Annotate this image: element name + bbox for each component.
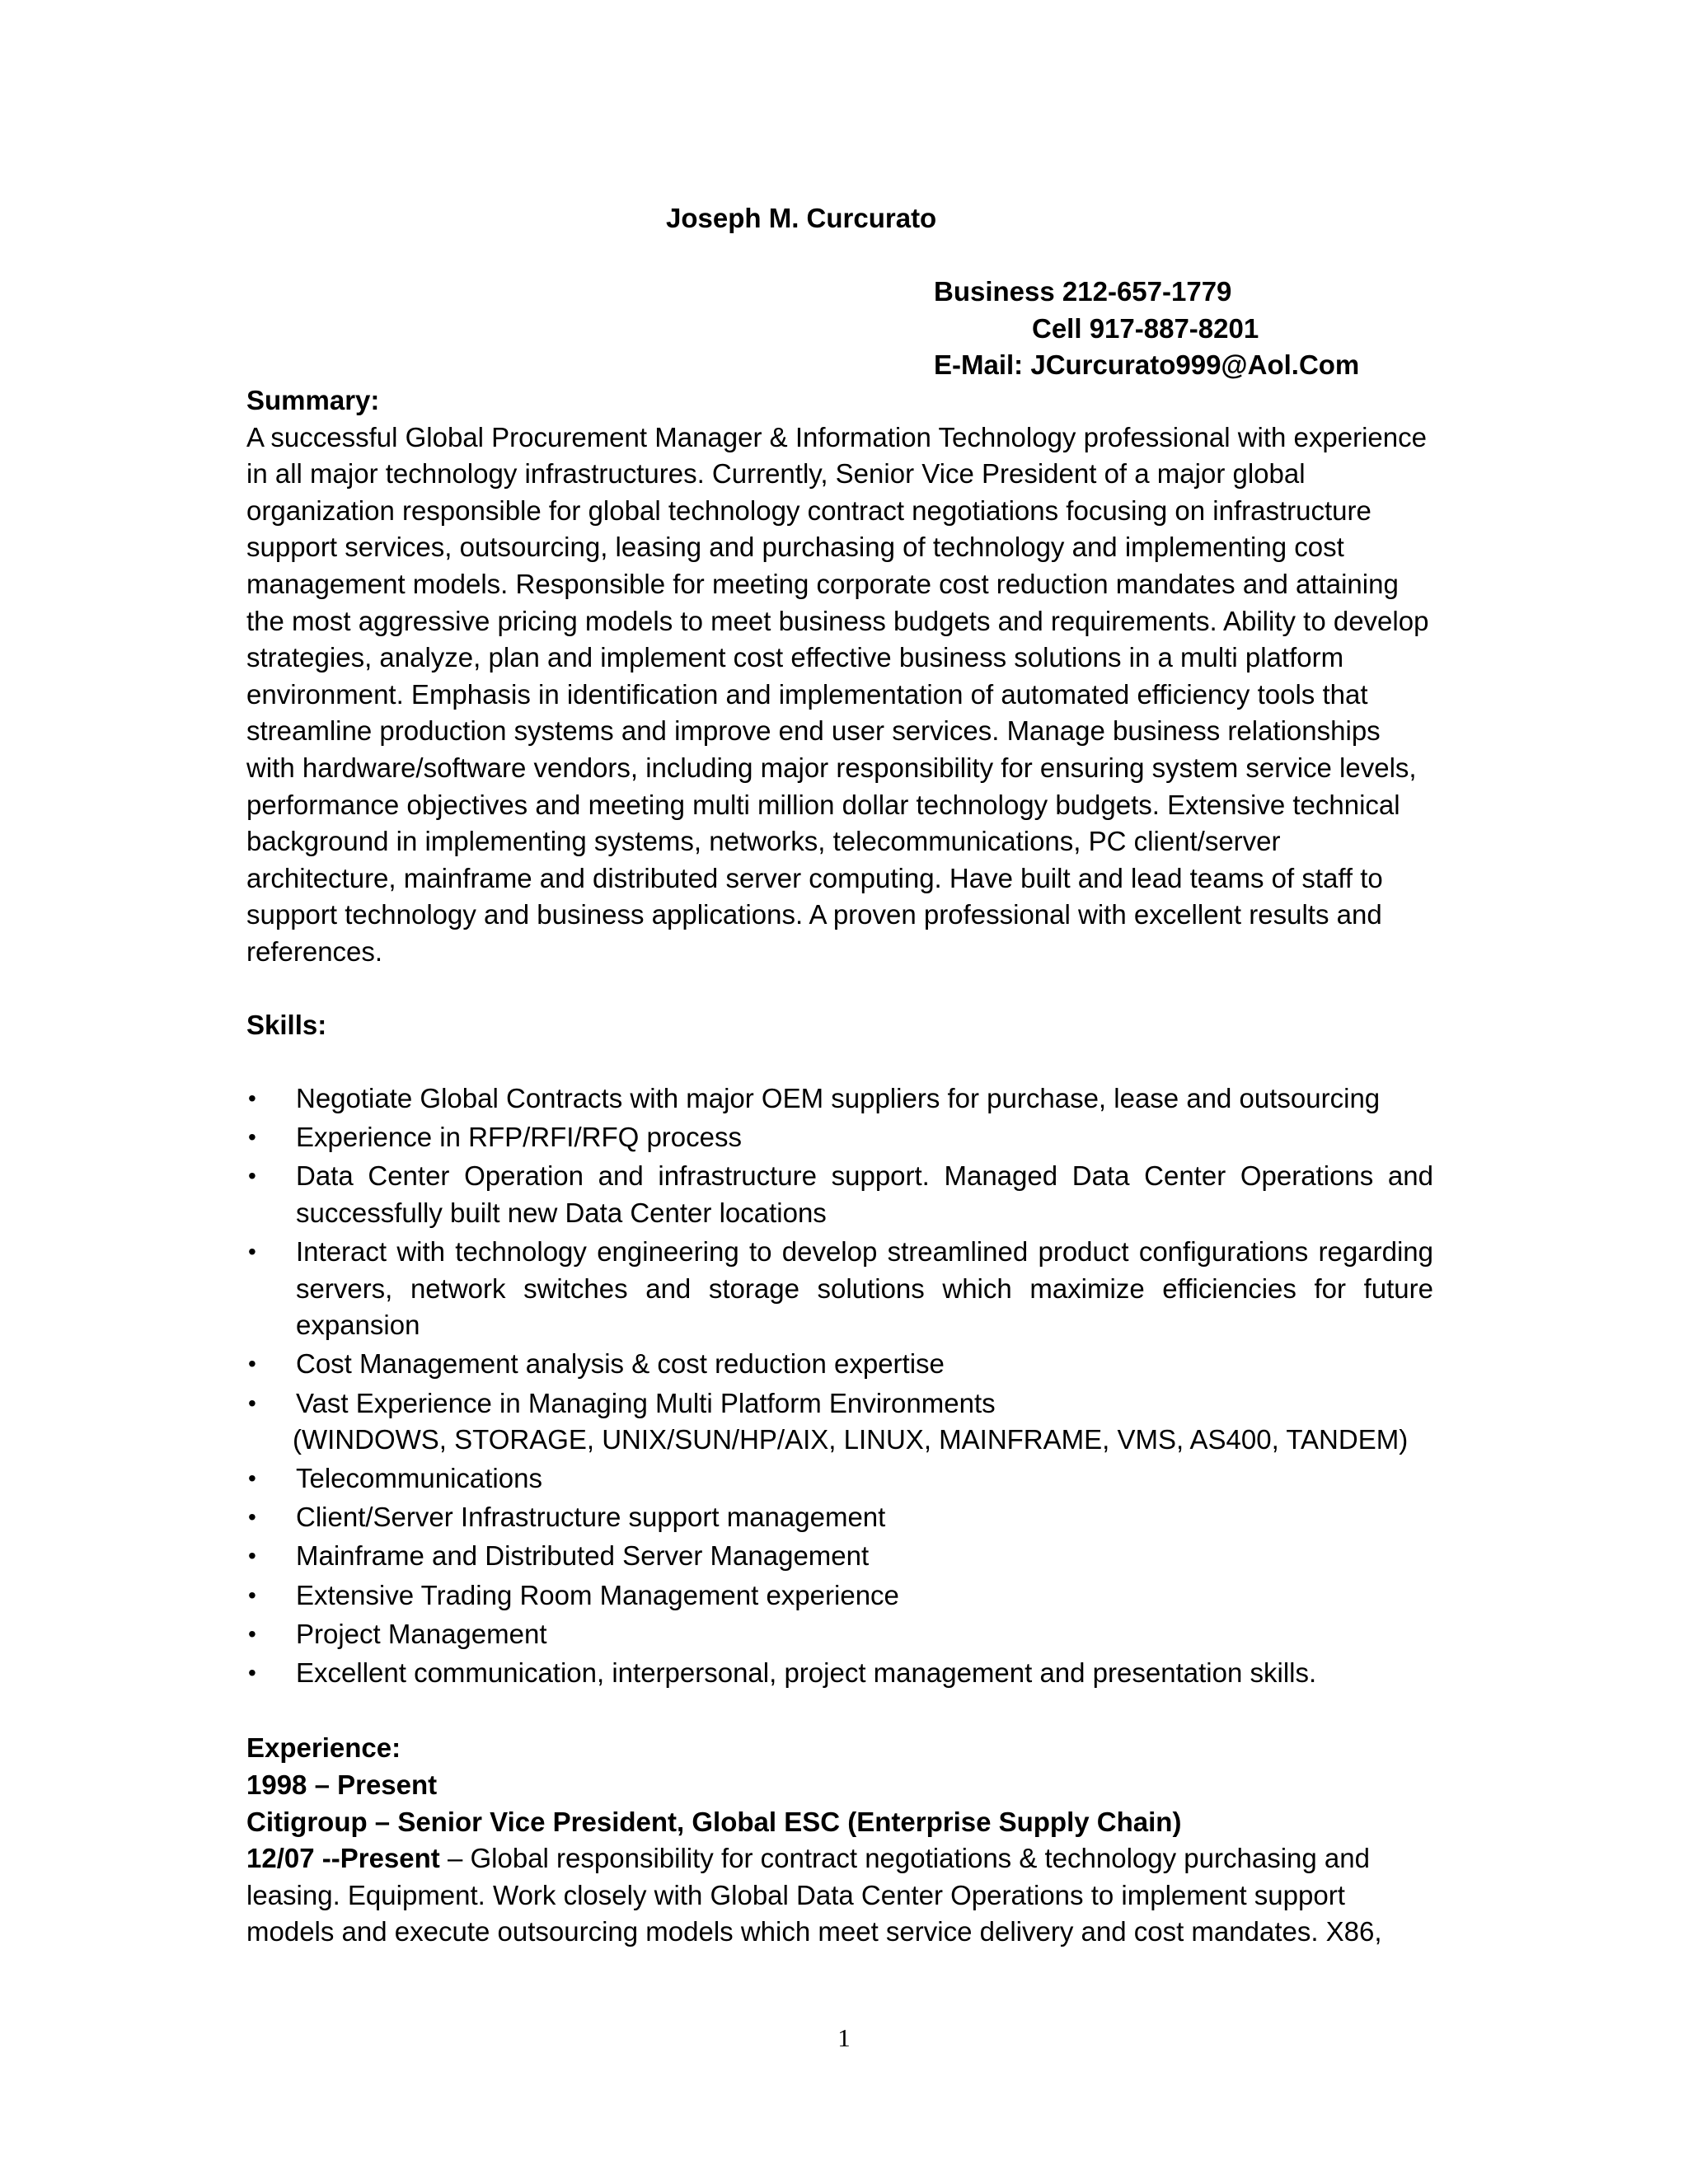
- resume-body: [246, 382, 1433, 1951]
- list-item: [246, 1460, 1433, 1497]
- skill-text: Data Center Operation and infrastructure support. Managed Data Center Operations and successfully built new Data Center locations: [296, 1160, 1433, 1229]
- skill-text: Vast Experience in Managing Multi Platform Environments: [296, 1387, 996, 1418]
- list-item: [246, 1080, 1433, 1118]
- platforms-line: (WINDOWS, STORAGE, UNIX/SUN/HP/AIX, LINUX, MAINFRAME, VMS, AS400, TANDEM): [293, 1424, 1409, 1455]
- bullet-icon: •: [248, 1239, 256, 1265]
- skill-text: Negotiate Global Contracts with major OEM suppliers for purchase, lease and outsourcing: [296, 1083, 1381, 1114]
- skills-list: [246, 1080, 1433, 1691]
- list-item: [246, 1538, 1433, 1575]
- skills-heading: Skills:: [246, 1010, 327, 1041]
- candidate-name: Joseph M. Curcurato: [666, 203, 937, 233]
- list-item: [246, 1234, 1433, 1344]
- summary-heading: Summary:: [246, 385, 380, 415]
- list-item: [246, 1119, 1433, 1156]
- skill-text: Excellent communication, interpersonal, project management and presentation skills.: [296, 1657, 1317, 1688]
- skill-text: Cost Management analysis & cost reduction expertise: [296, 1348, 945, 1380]
- summary-text: A successful Global Procurement Manager & Information Technology professional with experience in all major technology infrastructures. Currently, Senior Vice President of a major global organization responsible for global technology contract negotiations focusing on infrastructure support services, outsourcing, leasing and purchasing of technology and implementing cost management models. Responsible for meeting corporate cost reduction mandates and attaining the most aggressive pricing models to meet business budgets and requirements. Ability to develop strategies, analyze, plan and implement cost effective business solutions in a multi platform environment. Emphasis in identification and implementation of automated efficiency tools that streamline production systems and improve end user services. Manage business relationships with hardware/software vendors, including major responsibility for ensuring system service levels, performance objectives and meeting multi million dollar technology budgets. Extensive technical background in implementing systems, networks, telecommunications, PC client/server architecture, mainframe and distributed server computing. Have built and lead teams of staff to support technology and business applications. A proven professional with excellent results and references.: [246, 421, 1429, 967]
- company-title: Citigroup – Senior Vice President, Global ESC (Enterprise Supply Chain): [246, 1806, 1182, 1837]
- list-item: [246, 1616, 1433, 1653]
- skill-text: Extensive Trading Room Management experience: [296, 1579, 899, 1610]
- experience-period: 1998 – Present: [246, 1769, 438, 1800]
- bullet-icon: •: [248, 1620, 256, 1647]
- list-item: [246, 1158, 1433, 1231]
- contact-block: [934, 274, 1362, 384]
- skill-text: Telecommunications: [296, 1463, 542, 1494]
- email-address: E-Mail: JCurcurato999@Aol.Com: [934, 349, 1360, 380]
- bullet-icon: •: [248, 1504, 256, 1530]
- role-text: – Global responsibility for contract negotiations & technology purchasing and leasing. Equipment. Work closely with Global Data Center Operations to implement support models and execute outsourcing models which meet service delivery and cost mandates. X86,: [246, 1843, 1382, 1947]
- bullet-icon: •: [248, 1124, 256, 1151]
- cell-phone: Cell 917-887-8201: [1032, 312, 1259, 344]
- skill-text: Client/Server Infrastructure support management: [296, 1502, 886, 1533]
- bullet-icon: •: [248, 1390, 256, 1416]
- role-description: [246, 1840, 1433, 1951]
- list-item: [246, 1655, 1433, 1692]
- list-item: [246, 1499, 1433, 1536]
- list-item: [246, 1385, 1433, 1459]
- list-item: [246, 1346, 1433, 1383]
- bullet-icon: •: [248, 1351, 256, 1377]
- business-phone: Business 212-657-1779: [934, 276, 1232, 307]
- bullet-icon: •: [248, 1163, 256, 1189]
- skill-text: Mainframe and Distributed Server Management: [296, 1540, 870, 1572]
- skill-text: Experience in RFP/RFI/RFQ process: [296, 1122, 742, 1153]
- bullet-icon: •: [248, 1659, 256, 1685]
- skill-text: Interact with technology engineering to develop streamlined product configurations regarding servers, network switches and storage solutions which maximize efficiencies for future expansion: [296, 1236, 1433, 1341]
- bullet-icon: •: [248, 1085, 256, 1112]
- bullet-icon: •: [248, 1543, 256, 1569]
- skill-text: Project Management: [296, 1618, 547, 1649]
- role-date: 12/07 --Present: [246, 1843, 440, 1874]
- experience-heading: Experience:: [246, 1732, 401, 1764]
- bullet-icon: •: [248, 1582, 256, 1608]
- list-item: [246, 1577, 1433, 1615]
- bullet-icon: •: [248, 1465, 256, 1492]
- page-number: 1: [837, 2023, 851, 2052]
